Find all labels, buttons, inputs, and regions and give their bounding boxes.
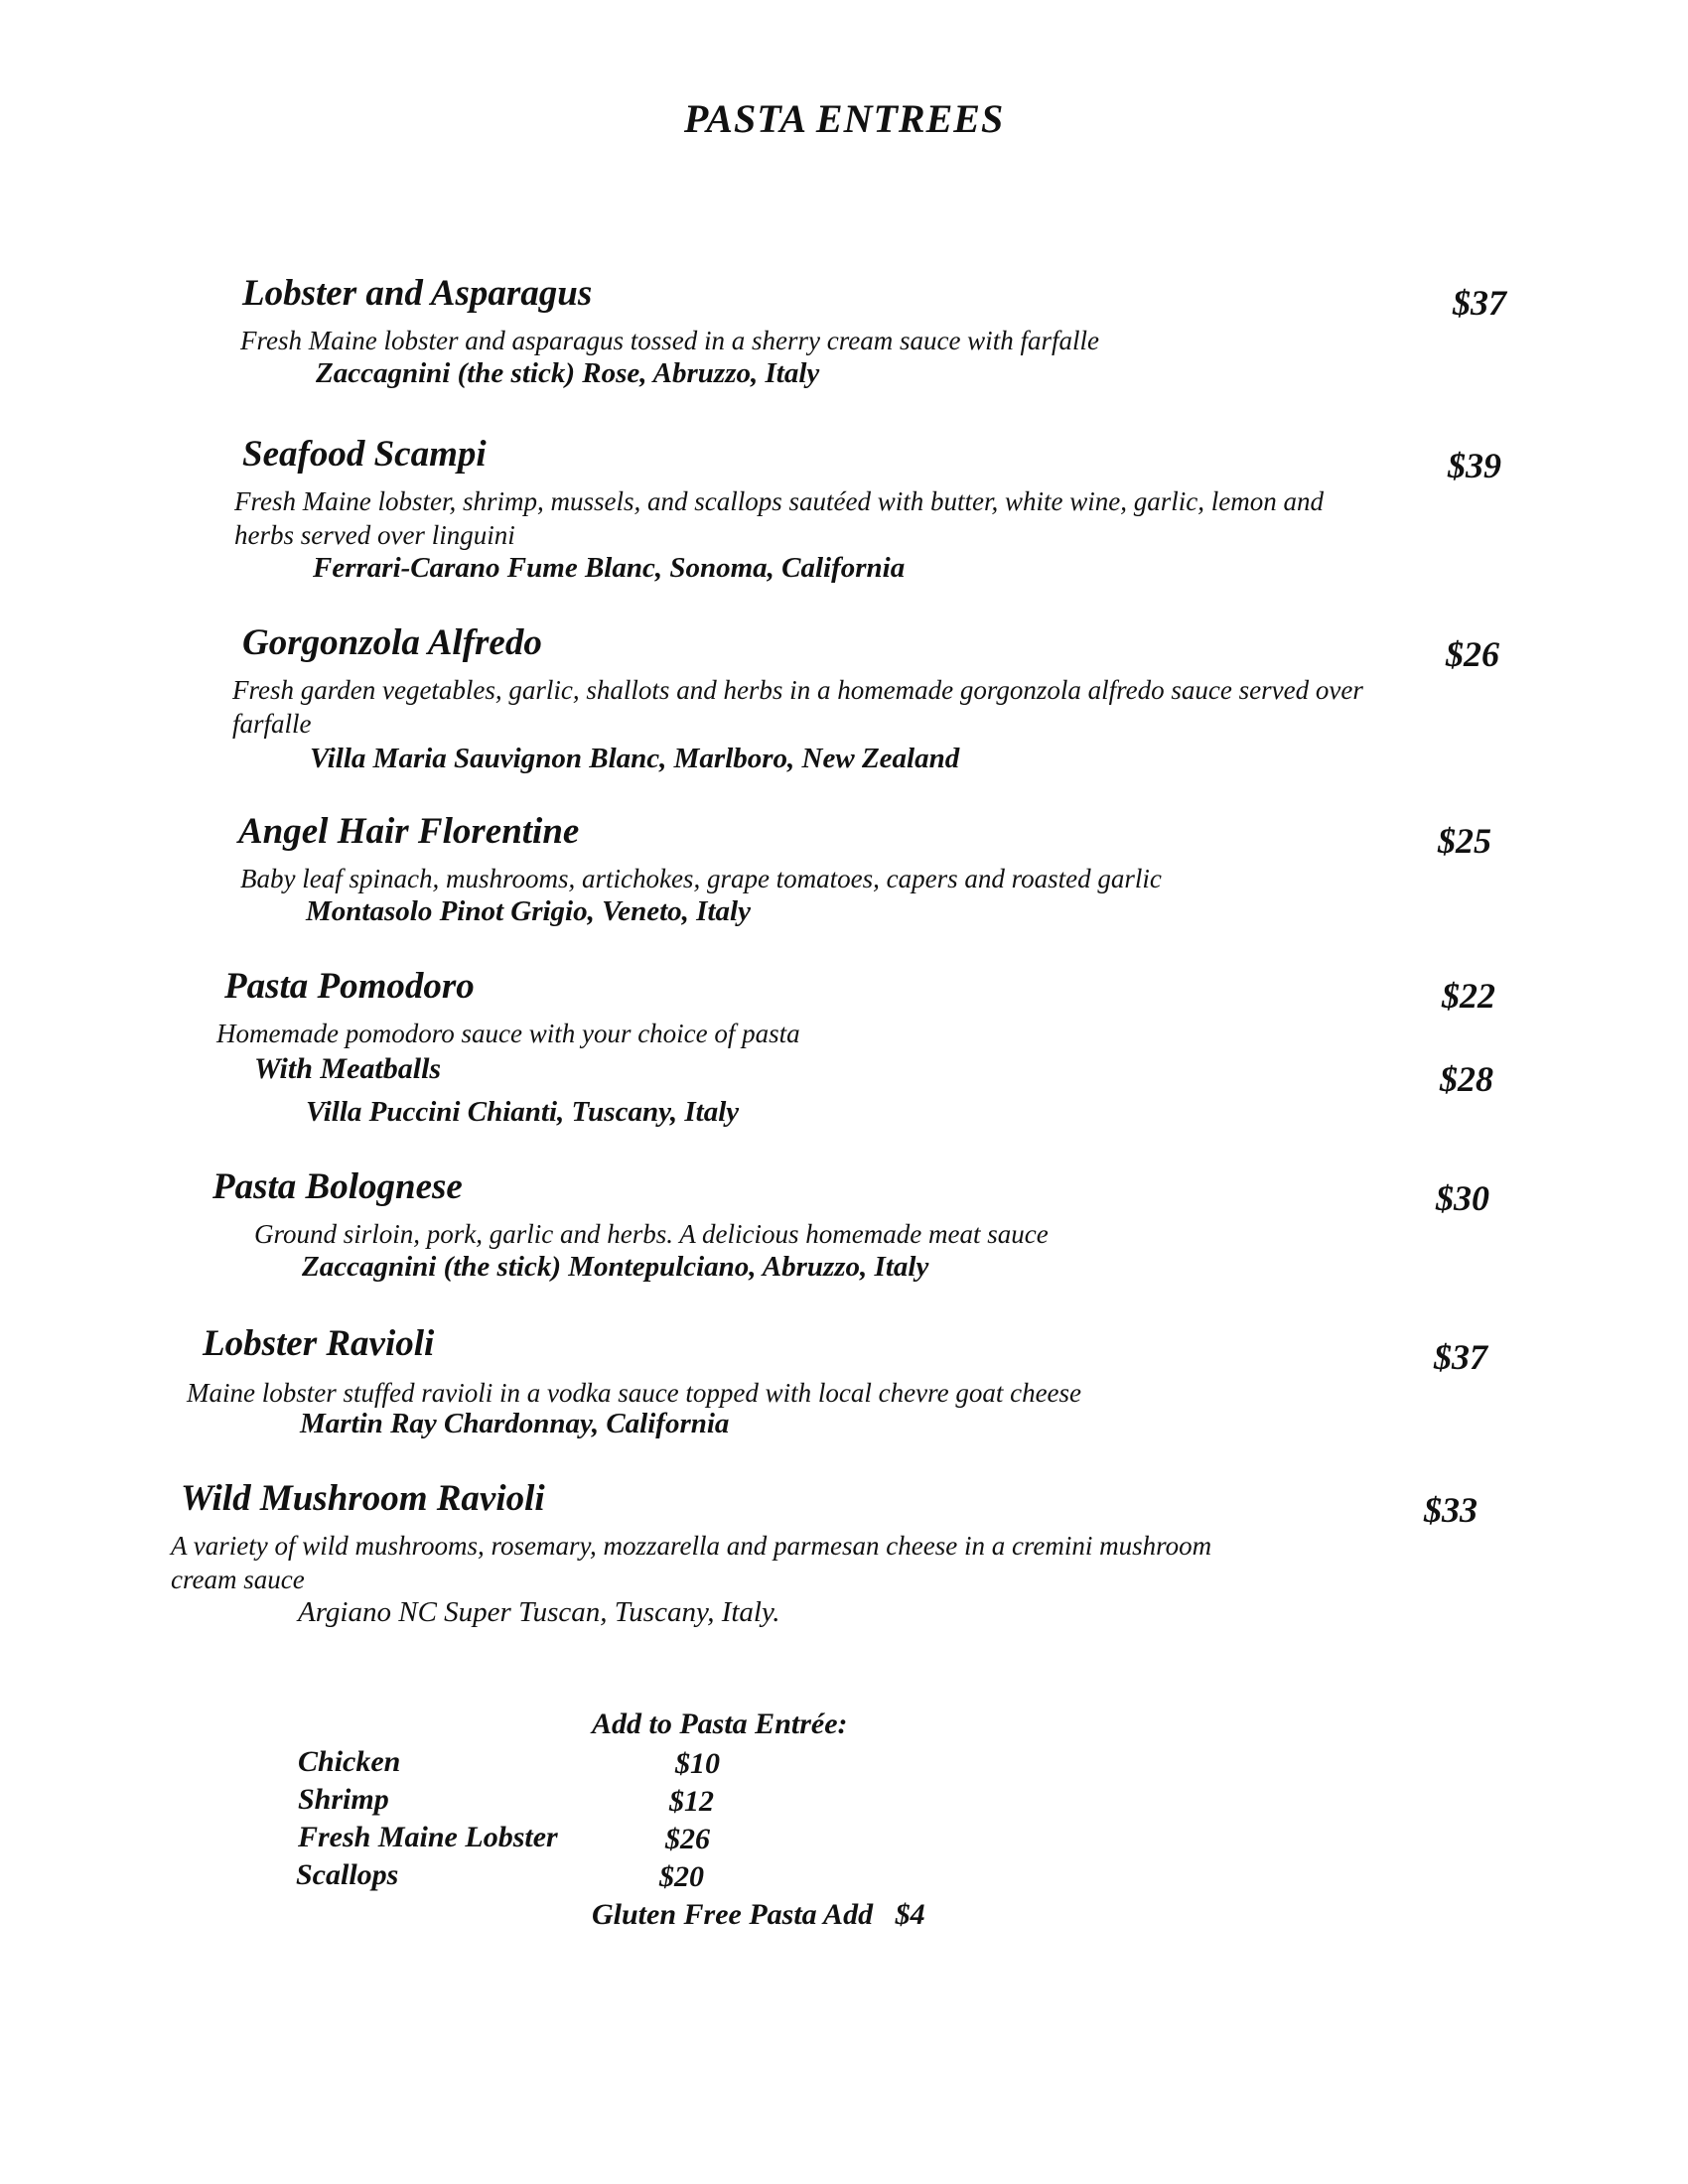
item-price: $30 [1436, 1178, 1489, 1218]
item-description: Baby leaf spinach, mushrooms, artichokes, grape tomatoes, capers and roasted garlic [240, 864, 1162, 893]
item-price: $22 [1442, 976, 1495, 1016]
wine-pairing: Martin Ray Chardonnay, California [300, 1408, 730, 1439]
item-name: Wild Mushroom Ravioli [181, 1478, 545, 1519]
addon-label: Chicken [298, 1745, 401, 1778]
item-name: Gorgonzola Alfredo [242, 622, 542, 663]
item-name: Pasta Pomodoro [224, 966, 475, 1007]
item-description: Fresh Maine lobster, shrimp, mussels, and scallops sautéed with butter, white wine, garlic, lemon and herbs served over linguini [234, 486, 1324, 550]
wine-pairing: Argiano NC Super Tuscan, Tuscany, Italy. [298, 1596, 780, 1628]
item-description: Homemade pomodoro sauce with your choice of pasta [216, 1019, 800, 1048]
addon-price: $10 [675, 1747, 720, 1780]
wine-pairing: Zaccagnini (the stick) Montepulciano, Abruzzo, Italy [302, 1251, 929, 1283]
item-price: $26 [1446, 634, 1499, 674]
item-name: Lobster and Asparagus [242, 273, 593, 314]
item-description: Ground sirloin, pork, garlic and herbs. A delicious homemade meat sauce [254, 1219, 1049, 1249]
item-price: $37 [1434, 1337, 1487, 1377]
wine-pairing: Villa Maria Sauvignon Blanc, Marlboro, New Zealand [310, 743, 960, 774]
item-name: Angel Hair Florentine [238, 811, 580, 852]
gluten-free-note: Gluten Free Pasta Add $4 [592, 1898, 925, 1931]
item-price: $33 [1424, 1490, 1477, 1530]
addon-price: $26 [665, 1823, 710, 1855]
addons-title: Add to Pasta Entrée: [592, 1707, 848, 1740]
meatballs-option-price: $28 [1440, 1059, 1493, 1099]
item-description: Maine lobster stuffed ravioli in a vodka sauce topped with local chevre goat cheese [187, 1378, 1082, 1408]
item-price: $37 [1453, 283, 1506, 323]
addon-price: $20 [659, 1860, 704, 1893]
addon-label: Shrimp [298, 1783, 389, 1816]
meatballs-option-label: With Meatballs [254, 1052, 442, 1085]
addon-label: Fresh Maine Lobster [298, 1821, 558, 1853]
item-price: $25 [1438, 821, 1491, 861]
wine-pairing: Villa Puccini Chianti, Tuscany, Italy [306, 1096, 740, 1128]
wine-pairing: Montasolo Pinot Grigio, Veneto, Italy [306, 895, 751, 927]
item-name: Pasta Bolognese [212, 1166, 463, 1207]
item-name: Lobster Ravioli [203, 1323, 435, 1364]
item-description: Fresh Maine lobster and asparagus tossed in a sherry cream sauce with farfalle [240, 326, 1099, 355]
addon-price: $12 [669, 1785, 714, 1818]
addon-label: Scallops [296, 1858, 399, 1891]
item-name: Seafood Scampi [242, 434, 487, 475]
item-description: Fresh garden vegetables, garlic, shallots and herbs in a homemade gorgonzola alfredo sauce served over farfalle [232, 675, 1363, 739]
wine-pairing: Ferrari-Carano Fume Blanc, Sonoma, California [313, 552, 906, 584]
wine-pairing: Zaccagnini (the stick) Rose, Abruzzo, Italy [316, 357, 820, 389]
item-price: $39 [1448, 446, 1501, 485]
page-title: PASTA ENTREES [683, 96, 1005, 141]
item-description: A variety of wild mushrooms, rosemary, mozzarella and parmesan cheese in a cremini mushroom cream sauce [171, 1531, 1212, 1594]
